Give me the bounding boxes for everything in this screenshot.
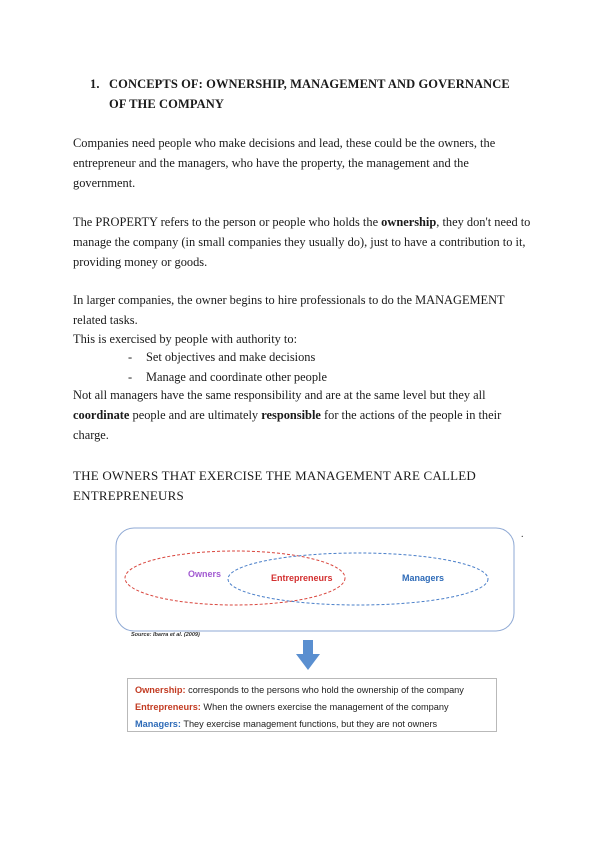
managers-definition: They exercise management functions, but they are not owners [180, 719, 438, 729]
definition-entrepreneurs [135, 699, 496, 716]
definition-ownership [135, 682, 496, 699]
owners-label: Owners [188, 569, 222, 579]
managers-text-post: for the actions of the people in their charge. [73, 408, 502, 442]
ownership-definition: corresponds to the persons who hold the ownership of the company [185, 685, 464, 695]
stray-dot: . [521, 529, 524, 540]
property-paragraph [73, 212, 533, 272]
larger-companies-paragraph: In larger companies, the owner begins to hire professionals to do the MANAGEMENT related tasks. [73, 293, 505, 327]
managers-label: Managers [402, 573, 445, 583]
managers-text-pre: Not all managers have the same responsibility and are at the same level but they all [73, 388, 486, 402]
bullet-item: - Set objectives and make decisions [128, 350, 316, 364]
bullet-text: Set objectives and make decisions [146, 350, 316, 364]
entrepreneurs-caps-heading: THE OWNERS THAT EXERCISE THE MANAGEMENT ARE CALLED ENTREPRENEURS [73, 468, 477, 503]
bullet-text: Manage and coordinate other people [146, 370, 327, 384]
property-text-pre: The PROPERTY refers to the person or people who holds the [73, 215, 382, 229]
ownership-term: Ownership: [135, 685, 186, 695]
intro-paragraph: Companies need people who make decisions and lead, these could be the owners, the entrepreneur and the managers, who have the property, the management and the government. [73, 136, 496, 190]
managers-ellipse [228, 553, 488, 605]
diagram-source: Source: Ibarra et al. (2009) [131, 632, 200, 638]
entrepreneurs-definition: When the owners exercise the management of the company [200, 702, 449, 712]
definitions-box [127, 678, 497, 732]
managers-term: Managers: [135, 719, 181, 729]
managers-bold-responsible: responsible [261, 408, 321, 422]
managers-bold-coordinate: coordinate [73, 408, 130, 422]
property-text-post: , they don't need to manage the company (in small companies they usually do), just to have a contribution to it, providing money or goods. [73, 215, 531, 269]
section-heading [90, 74, 530, 114]
property-bold-ownership: ownership [381, 215, 437, 229]
exercised-paragraph: This is exercised by people with authority to: [73, 332, 298, 346]
heading-text: CONCEPTS OF: OWNERSHIP, MANAGEMENT AND GOVERNANCE OF THE COMPANY [109, 77, 510, 111]
entrepreneurs-term: Entrepreneurs: [135, 702, 201, 712]
definition-managers [135, 716, 496, 733]
heading-number: 1. [90, 77, 100, 91]
managers-text-mid: people and are ultimately [129, 408, 262, 422]
down-arrow-icon [296, 640, 320, 670]
venn-diagram [115, 527, 515, 632]
entrepreneurs-label: Entrepreneurs [271, 573, 333, 583]
managers-paragraph [73, 385, 533, 445]
bullet-item: - Manage and coordinate other people [128, 370, 327, 384]
